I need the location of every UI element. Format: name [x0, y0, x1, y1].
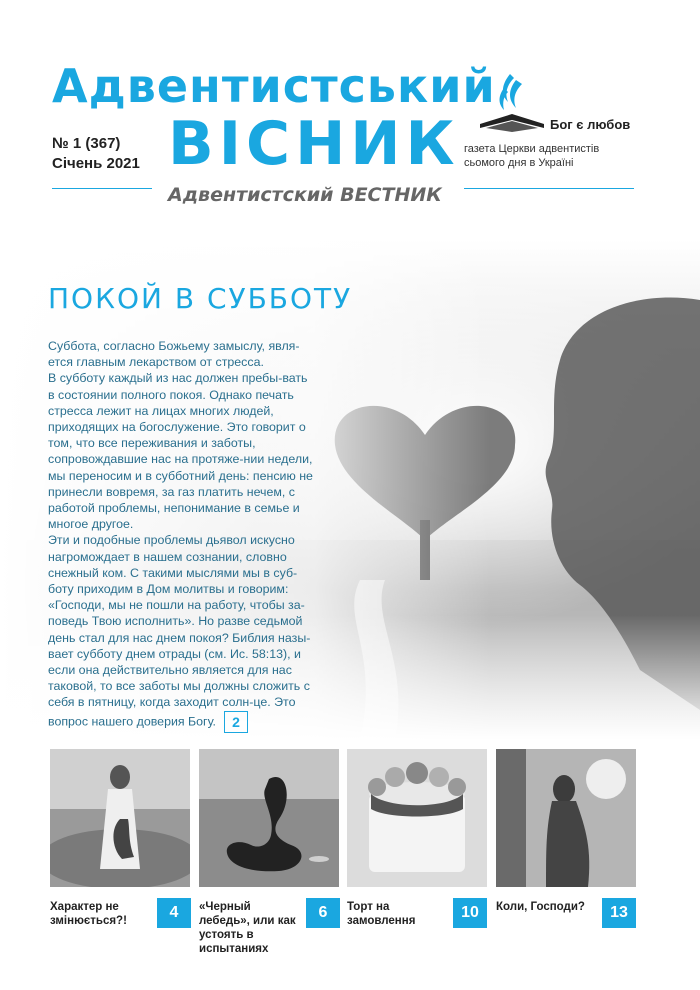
teaser-caption-3[interactable]: Торт на замовлення: [347, 901, 416, 927]
issue-date: Січень 2021: [52, 155, 140, 172]
motto: Бог є любов: [550, 117, 631, 132]
teaser-caption-2[interactable]: «Черный лебедь», или как устоять в испытаниях: [199, 901, 296, 955]
church-line-1: газета Церкви адвентистів: [464, 143, 600, 155]
masthead-title-line2: ВІСНИК: [168, 109, 460, 179]
feature-paragraph-3-text: Эти и подобные проблемы дьявол искусно нагромождает в нашем сознании, словно снежный ком. С такими мыслями мы в суб-боту приходим в Дом молитвы и говорим: «Господи, мы не пошли на работу, чтобы за-поведь Твою исполнить». Но разве седьмой день стал для нас днем покоя? Библия назы-вает субботу днем отрады (см. Ис. 58:13), и если она действительно является для нас таковой, то все заботы мы должны сложить с себя в пятницу, когда заходит солн-це. Это вопрос нашего доверия Богу.: [48, 533, 311, 728]
feature-paragraph-1: Суббота, согласно Божьему замыслу, явля-ется главным лекарством от стресса.: [48, 339, 300, 370]
masthead-subtitle-ru: Адвентистский ВЕСТНИК: [168, 184, 442, 206]
church-line-2: сьомого дня в Україні: [464, 157, 574, 169]
teaser-image-3[interactable]: [347, 749, 487, 887]
church-logo-icon: [478, 70, 548, 141]
teaser-image-1[interactable]: [50, 749, 190, 887]
left-rule: [52, 188, 152, 189]
teaser-page-3[interactable]: 10: [453, 898, 487, 928]
right-rule: [464, 188, 634, 189]
issue-number: № 1 (367): [52, 135, 121, 152]
teaser-page-2[interactable]: 6: [306, 898, 340, 928]
feature-page-number[interactable]: 2: [224, 711, 248, 733]
teaser-image-2[interactable]: [199, 749, 339, 887]
issue-info: [52, 134, 140, 174]
teaser-caption-1[interactable]: Характер не змінюється?!: [50, 901, 127, 927]
feature-title: ПОКОЙ В СУББОТУ: [48, 282, 353, 315]
teaser-image-4[interactable]: [496, 749, 636, 887]
church-name: [464, 142, 599, 170]
feature-paragraph-3: [48, 532, 313, 732]
feature-text: [48, 338, 313, 733]
feature-paragraph-2: В субботу каждый из нас должен пребы-вать в состоянии полного покоя. Однако печать стресса лежит на лицах многих людей, приходящих на богослужение. Это говорит о том, что все переживания и заботы, сопровождавшие нас на протяже-нии недели, мы переносим и в субботний день: пенсию не принесли вовремя, за газ платить нечем, с работой проблемы, непонимание в семье и многое другое.: [48, 371, 313, 532]
teaser-page-1[interactable]: 4: [157, 898, 191, 928]
teaser-caption-4[interactable]: Коли, Господи?: [496, 901, 585, 913]
masthead-title-line1: Адвентистський: [52, 59, 496, 113]
teaser-page-4[interactable]: 13: [602, 898, 636, 928]
